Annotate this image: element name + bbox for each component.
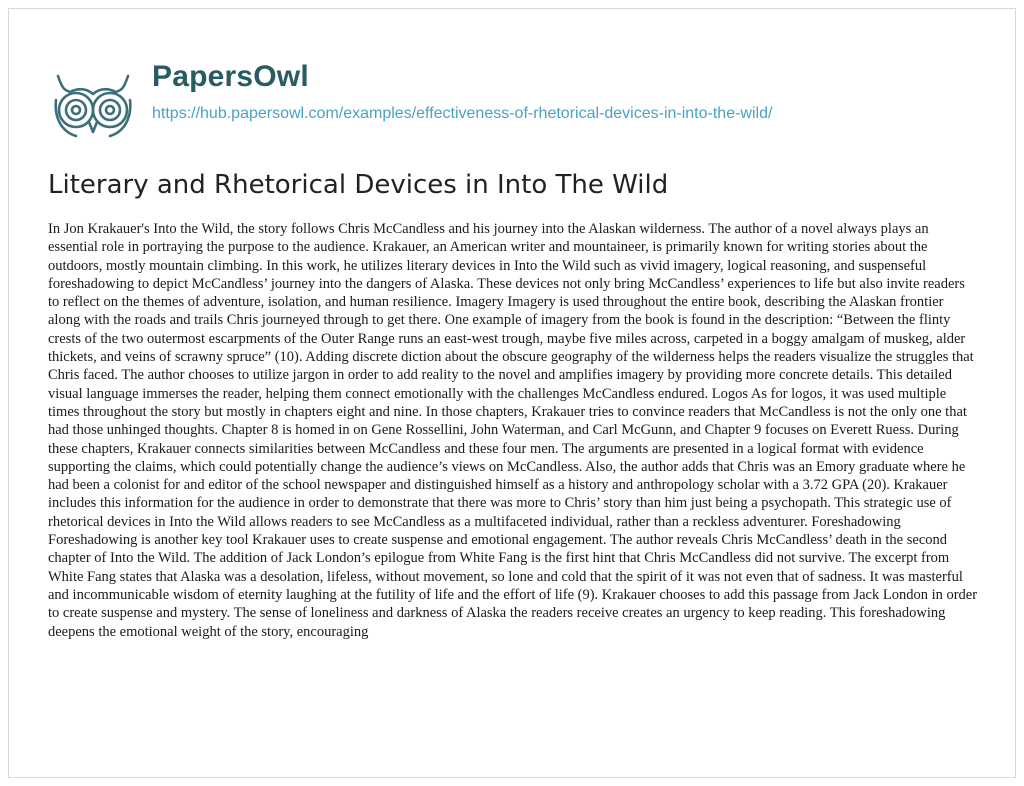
essay-body: In Jon Krakauer's Into the Wild, the story follows Chris McCandless and his journey into the Alaskan wilderness. The author of a novel always plays an essential role in portraying the purpose to the audience. Krakauer, an American writer and mountaineer, is primarily known for writing stories about the outdoors, mostly mountain climbing. In this work, he utilizes literary devices in Into the Wild such as vivid imagery, logical reasoning, and suspenseful foreshadowing to depict McCandless’ journey into the dangers of Alaska. These devices not only bring McCandless’ experiences to life but also invite readers to reflect on the themes of adventure, isolation, and human resilience. Imagery Imagery is used throughout the entire book, describing the Alaskan frontier along with the roads and trails Chris journeyed through to get there. One example of imagery from the book is found in the description: “Between the flinty crests of the two outermost escarpments of the Outer Range runs an east-west trough, maybe five miles across, carpeted in a boggy amalgam of muskeg, alder thickets, and veins of scrawny spruce” (10). Adding discrete diction about the obscure geography of the wilderness helps the readers visualize the struggles that Chris faced. The author chooses to utilize jargon in order to add reality to the novel and amplifies imagery by providing more concrete details. This detailed visual language immerses the reader, helping them connect emotionally with the challenges McCandless endured. Logos As for logos, it was used multiple times throughout the story but mostly in chapters eight and nine. In those chapters, Krakauer tries to convince readers that McCandless is not the only one that had those unhinged thoughts. Chapter 8 is homed in on Gene Rossellini, John Waterman, and Carl McGunn, and Chapter 9 focuses on Everett Ruess. During these chapters, Krakauer connects similarities between McCandless and these four men. The arguments are presented in a logical format with evidence supporting the claims, which could potentially change the audience’s views on McCandless. Also, the author adds that Chris was an Emory graduate where he had been a colonist for and editor of the school newspaper and distinguished himself as a history and anthropology scholar with a 3.72 GPA (20). Krakauer includes this information for the audience in order to demonstrate that there was more to Chris’ story than him just being a psychopath. This strategic use of rhetorical devices in Into the Wild allows readers to see McCandless as a multifaceted individual, rather than a reckless adventurer. Foreshadowing Foreshadowing is another key tool Krakauer uses to create suspense and emotional engagement. The author reveals Chris McCandless’ death in the second chapter of Into the Wild. The addition of Jack London’s epilogue from White Fang is the first hint that Chris McCandless did not survive. The excerpt from White Fang states that Alaska was a desolation, lifeless, without movement, so lone and cold that the spirit of it was not even that of sadness. It was masterful and incommunicable wisdom of eternity laughing at the futility of life and the effort of life (9). Krakauer chooses to add this passage from Jack London in order to create suspense and mystery. The sense of loneliness and darkness of Alaska the readers receive creates an urgency to keep reading. This foreshadowing deepens the emotional weight of the story, encouraging — [48, 221, 978, 640]
owl-logo-icon — [48, 66, 138, 142]
header — [48, 58, 988, 138]
source-url-link[interactable]: https://hub.papersowl.com/examples/effectiveness-of-rhetorical-devices-in-into-the-wild/ — [152, 105, 773, 122]
brand-name[interactable]: PapersOwl — [152, 60, 309, 93]
page-title: Literary and Rhetorical Devices in Into The Wild — [48, 170, 669, 200]
